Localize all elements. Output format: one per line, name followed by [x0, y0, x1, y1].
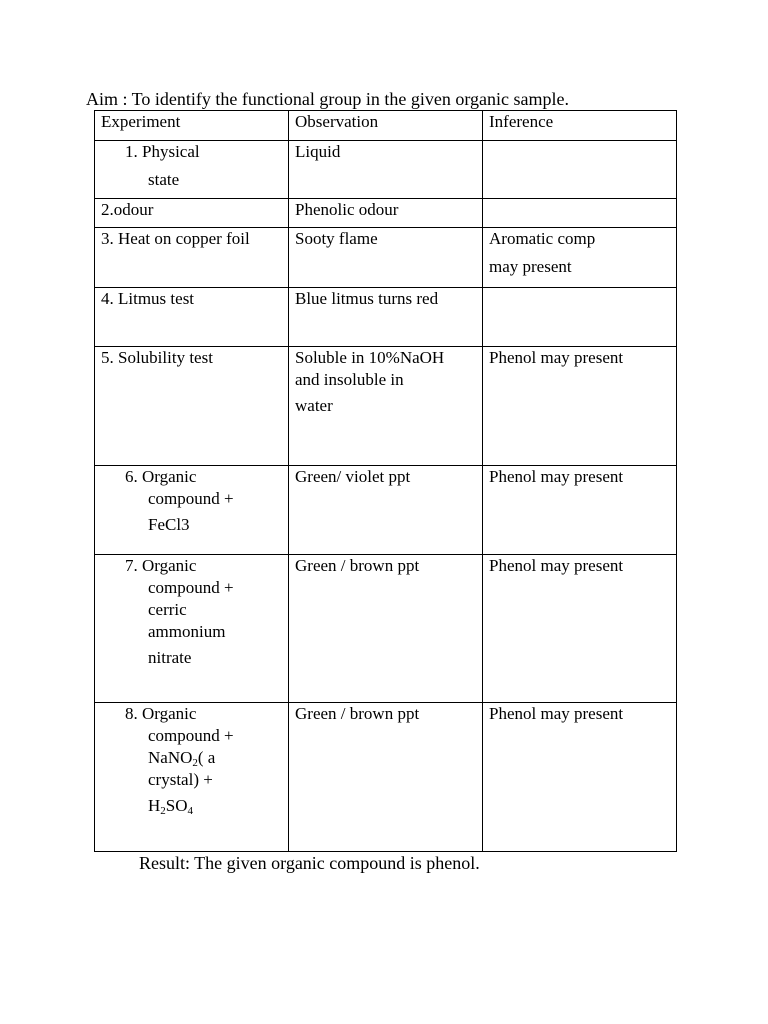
inference-cell [483, 288, 677, 347]
table-header-row [95, 111, 677, 141]
experiment-cell [95, 141, 289, 199]
table-row [95, 347, 677, 466]
inference-line: Phenol may present [489, 704, 624, 723]
observation-line: Green/ violet ppt [295, 467, 411, 486]
formula-part: SO [165, 796, 188, 815]
table-row [95, 141, 677, 199]
experiment-title: 1. Physical [125, 142, 200, 161]
experiment-cell [95, 703, 289, 852]
inference-line: Phenol may present [489, 556, 624, 575]
formula-part: ( a [197, 748, 216, 767]
inference-cell [483, 228, 677, 288]
formula-subscript: 2 [160, 805, 166, 817]
observation-line: Sooty flame [295, 229, 378, 248]
experiment-title: 4. Litmus test [101, 289, 195, 308]
observation-cell [289, 466, 483, 555]
observation-cell [289, 141, 483, 199]
inference-line: may present [489, 257, 572, 276]
inference-cell [483, 555, 677, 703]
experiment-line: compound + [148, 578, 234, 597]
experiment-cell [95, 347, 289, 466]
experiment-line: state [148, 170, 180, 189]
inference-cell [483, 466, 677, 555]
table-row [95, 466, 677, 555]
observation-cell [289, 703, 483, 852]
result-text: Result: The given organic compound is phenol. [139, 853, 480, 873]
observation-cell [289, 228, 483, 288]
experiment-line-formula [101, 795, 288, 817]
experiment-title: 6. Organic [125, 467, 197, 486]
formula-subscript: 4 [187, 805, 194, 817]
observation-line: Liquid [295, 142, 341, 161]
observation-line: Green / brown ppt [295, 704, 420, 723]
inference-cell [483, 199, 677, 228]
observation-cell [289, 199, 483, 228]
table-row [95, 199, 677, 228]
observation-cell [289, 555, 483, 703]
table-row [95, 703, 677, 852]
table-row [95, 288, 677, 347]
experiment-title: 2.odour [101, 200, 154, 219]
aim-text: Aim : To identify the functional group in the given organic sample. [86, 89, 569, 109]
inference-cell [483, 141, 677, 199]
formula-part: NaNO [148, 748, 193, 767]
experiment-title: 3. Heat on copper foil [101, 229, 250, 248]
observation-table [94, 110, 677, 852]
experiment-line: crystal) + [148, 770, 213, 789]
formula-part: H [148, 796, 161, 815]
observation-line: Blue litmus turns red [295, 289, 439, 308]
header-experiment: Experiment [95, 111, 289, 141]
experiment-line: compound + [148, 489, 234, 508]
observation-line: and insoluble in [295, 370, 404, 389]
observation-line: Phenolic odour [295, 200, 399, 219]
observation-line: water [295, 396, 333, 415]
experiment-line: nitrate [148, 648, 192, 667]
table-row [95, 555, 677, 703]
observation-cell [289, 347, 483, 466]
experiment-line: cerric [148, 600, 187, 619]
inference-line: Phenol may present [489, 348, 624, 367]
experiment-title: 7. Organic [125, 556, 197, 575]
experiment-line: ammonium [148, 622, 226, 641]
experiment-cell [95, 555, 289, 703]
formula-subscript: 2 [192, 757, 198, 769]
inference-line: Phenol may present [489, 467, 624, 486]
header-observation: Observation [289, 111, 483, 141]
experiment-line: FeCl3 [148, 515, 190, 534]
experiment-title: 8. Organic [125, 704, 197, 723]
header-inference: Inference [483, 111, 677, 141]
experiment-cell [95, 466, 289, 555]
observation-cell [289, 288, 483, 347]
observation-line: Soluble in 10%NaOH [295, 348, 445, 367]
experiment-cell [95, 199, 289, 228]
inference-cell [483, 347, 677, 466]
experiment-line: compound + [148, 726, 234, 745]
observation-line: Green / brown ppt [295, 556, 420, 575]
experiment-title: 5. Solubility test [101, 348, 213, 367]
experiment-cell [95, 288, 289, 347]
inference-cell [483, 703, 677, 852]
inference-line: Aromatic comp [489, 229, 596, 248]
experiment-cell [95, 228, 289, 288]
experiment-line-formula [101, 747, 288, 769]
table-row [95, 228, 677, 288]
